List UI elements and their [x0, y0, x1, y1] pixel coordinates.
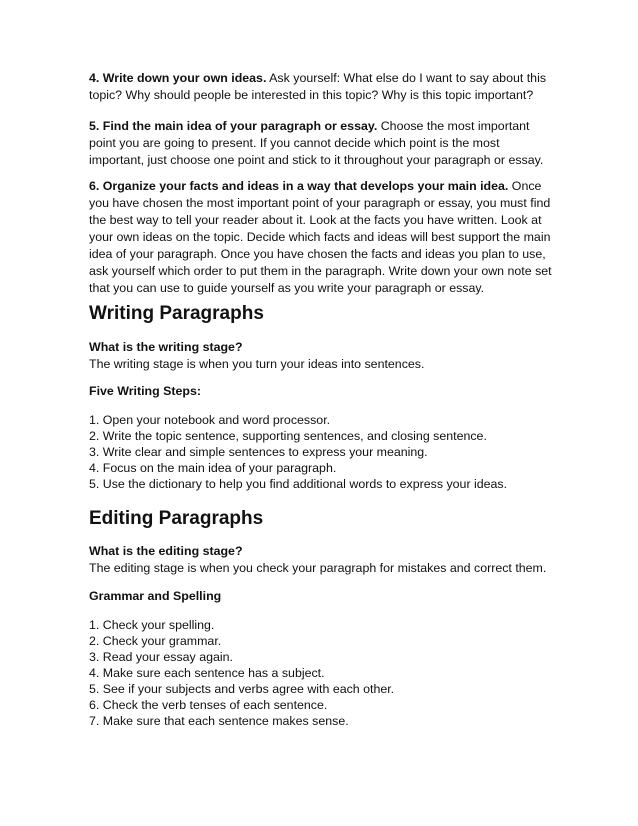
writing-steps-title: Five Writing Steps:: [89, 384, 201, 398]
editing-answer: The editing stage is when you check your paragraph for mistakes and correct them.: [89, 561, 547, 575]
list-item: 7. Make sure that each sentence makes sense.: [89, 714, 349, 728]
editing-heading: Editing Paragraphs: [89, 508, 264, 529]
list-item: 2. Check your grammar.: [89, 634, 222, 648]
list-item: 4. Focus on the main idea of your paragraph.: [89, 461, 337, 475]
step-4-text: Ask yourself: What else do I want to say about this topic? Why should people be interested in this topic? Why is this topic important?: [89, 71, 547, 102]
step-6-text: Once you have chosen the most important point of your paragraph or essay, you must find the best way to tell your reader about it. Look at the facts you have written. Look at your own ideas on the topic. Decide which facts and ideas will best support the main idea of your paragraph. Once you have chosen the facts and ideas you plan to use, ask yourself which order to put them in the paragraph. Write down your own note set that you can use to guide yourself as you write your paragraph or essay.: [89, 179, 552, 295]
writing-answer: The writing stage is when you turn your ideas into sentences.: [89, 357, 425, 371]
list-item: 3. Write clear and simple sentences to express your meaning.: [89, 445, 428, 459]
list-item: 2. Write the topic sentence, supporting sentences, and closing sentence.: [89, 429, 487, 443]
grammar-spelling-title: Grammar and Spelling: [89, 589, 222, 603]
paragraph-step-5: [89, 118, 558, 169]
editing-stage-block: [89, 543, 558, 577]
writing-question: What is the writing stage?: [89, 340, 243, 354]
list-item: 1. Open your notebook and word processor.: [89, 413, 331, 427]
step-5-lead: 5. Find the main idea of your paragraph or essay.: [89, 119, 378, 133]
writing-heading: Writing Paragraphs: [89, 303, 264, 324]
paragraph-step-4: [89, 70, 558, 104]
step-6-lead: 6. Organize your facts and ideas in a way that develops your main idea.: [89, 179, 509, 193]
writing-steps-list: [89, 412, 558, 492]
paragraph-step-6: [89, 178, 558, 297]
list-item: 4. Make sure each sentence has a subject.: [89, 666, 325, 680]
list-item: 6. Check the verb tenses of each sentence.: [89, 698, 328, 712]
step-4-lead: 4. Write down your own ideas.: [89, 71, 267, 85]
writing-stage-block: [89, 339, 558, 373]
step-5-text: Choose the most important point you are going to present. If you cannot decide which point is the most important, just choose one point and stick to it throughout your paragraph or essay.: [89, 119, 544, 167]
list-item: 3. Read your essay again.: [89, 650, 233, 664]
list-item: 5. Use the dictionary to help you find additional words to express your ideas.: [89, 477, 508, 491]
list-item: 1. Check your spelling.: [89, 618, 215, 632]
grammar-spelling-list: [89, 617, 558, 729]
editing-question: What is the editing stage?: [89, 544, 243, 558]
list-item: 5. See if your subjects and verbs agree with each other.: [89, 682, 395, 696]
